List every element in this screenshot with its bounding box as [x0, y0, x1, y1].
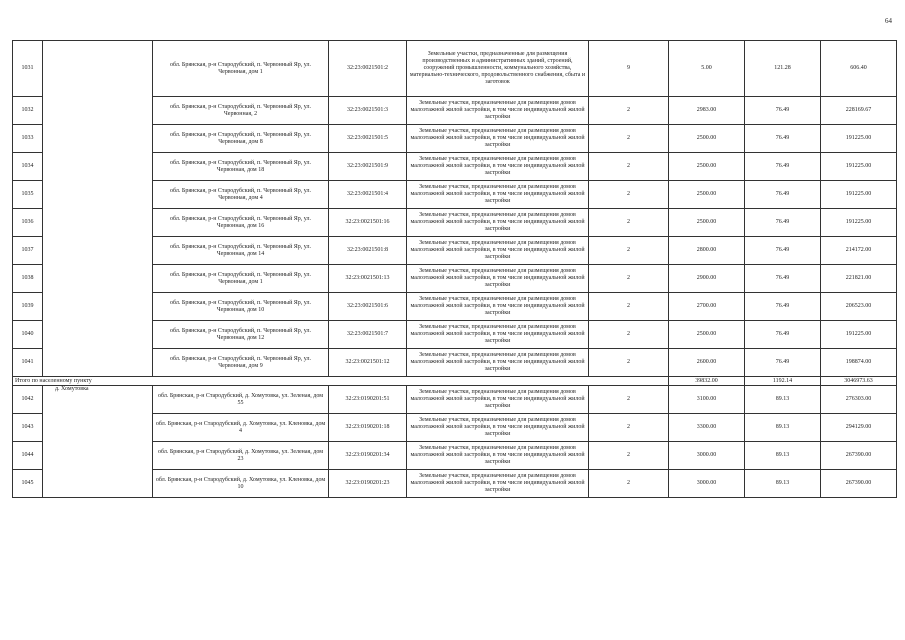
rate-value: 121.28	[745, 41, 821, 97]
rate-value: 89.13	[745, 386, 821, 414]
rate-value: 76.49	[745, 97, 821, 125]
land-use-description: Земельные участки, предназначенные для размещения домов малоэтажной жилой застройки, в том числе индивидуальной жилой застройки	[407, 209, 589, 237]
land-use-description: Земельные участки, предназначенные для размещения домов малоэтажной жилой застройки, в том числе индивидуальной жилой застройки	[407, 414, 589, 442]
land-register-table	[12, 40, 897, 498]
area-value: 2500.00	[669, 125, 745, 153]
row-number: 1039	[13, 293, 43, 321]
address-cell: обл. Брянская, р-н Стародубский, д. Хомутовка, ул. Зеленая, дом 55	[153, 386, 329, 414]
rate-value: 76.49	[745, 209, 821, 237]
area-value: 2700.00	[669, 293, 745, 321]
table-row	[13, 386, 897, 414]
row-number: 1034	[13, 153, 43, 181]
rate-value: 76.49	[745, 181, 821, 209]
row-number: 1044	[13, 442, 43, 470]
use-code: 2	[589, 265, 669, 293]
cadastral-number: 32:23:0021501:13	[329, 265, 407, 293]
rate-value: 76.49	[745, 321, 821, 349]
cadastral-number: 32:23:0021501:4	[329, 181, 407, 209]
area-value: 2500.00	[669, 321, 745, 349]
cadastral-value: 228169.67	[821, 97, 897, 125]
land-use-description: Земельные участки, предназначенные для размещения домов малоэтажной жилой застройки, в том числе индивидуальной жилой застройки	[407, 153, 589, 181]
land-use-description: Земельные участки, предназначенные для размещения домов малоэтажной жилой застройки, в том числе индивидуальной жилой застройки	[407, 265, 589, 293]
row-number: 1043	[13, 414, 43, 442]
area-value: 2500.00	[669, 209, 745, 237]
row-number: 1042	[13, 386, 43, 414]
address-cell: обл. Брянская, р-н Стародубский, д. Хомутовка, ул. Кленовка, дом 10	[153, 470, 329, 498]
cadastral-value: 191225.00	[821, 321, 897, 349]
cadastral-number: 32:23:0190201:23	[329, 470, 407, 498]
land-use-description: Земельные участки, предназначенные для размещения домов малоэтажной жилой застройки, в том числе индивидуальной жилой застройки	[407, 321, 589, 349]
cadastral-number: 32:23:0021501:12	[329, 349, 407, 377]
use-code: 2	[589, 321, 669, 349]
use-code: 2	[589, 414, 669, 442]
area-value: 3000.00	[669, 442, 745, 470]
row-number: 1035	[13, 181, 43, 209]
use-code: 2	[589, 181, 669, 209]
land-use-description: Земельные участки, предназначенные для размещения домов малоэтажной жилой застройки, в том числе индивидуальной жилой застройки	[407, 97, 589, 125]
cadastral-number: 32:23:0021501:7	[329, 321, 407, 349]
row-number: 1032	[13, 97, 43, 125]
cadastral-value: 276303.00	[821, 386, 897, 414]
address-cell: обл. Брянская, р-н Стародубский, п. Червонный Яр, ул. Червонная, дом 10	[153, 293, 329, 321]
area-value: 2983.00	[669, 97, 745, 125]
cadastral-value: 191225.00	[821, 125, 897, 153]
subtotal-section	[13, 377, 897, 386]
rate-value: 76.49	[745, 153, 821, 181]
row-number: 1041	[13, 349, 43, 377]
address-cell: обл. Брянская, р-н Стародубский, п. Червонный Яр, ул. Червонная, дом 18	[153, 153, 329, 181]
address-cell: обл. Брянская, р-н Стародубский, п. Червонный Яр, ул. Червонная, дом 1	[153, 265, 329, 293]
cadastral-number: 32:23:0021501:6	[329, 293, 407, 321]
address-cell: обл. Брянская, р-н Стародубский, п. Червонный Яр, ул. Червонная, дом 4	[153, 181, 329, 209]
use-code: 2	[589, 442, 669, 470]
address-cell: обл. Брянская, р-н Стародубский, п. Червонный Яр, ул. Червонная, 2	[153, 97, 329, 125]
use-code: 9	[589, 41, 669, 97]
land-use-description: Земельные участки, предназначенные для размещения домов малоэтажной жилой застройки, в том числе индивидуальной жилой застройки	[407, 237, 589, 265]
rate-value: 89.13	[745, 470, 821, 498]
area-value: 2500.00	[669, 153, 745, 181]
use-code: 2	[589, 237, 669, 265]
place-cell-empty	[43, 41, 153, 377]
area-value: 3100.00	[669, 386, 745, 414]
address-cell: обл. Брянская, р-н Стародубский, п. Червонный Яр, ул. Червонная, дом 12	[153, 321, 329, 349]
rate-value: 89.13	[745, 442, 821, 470]
use-code: 2	[589, 349, 669, 377]
land-use-description: Земельные участки, предназначенные для размещения домов малоэтажной жилой застройки, в том числе индивидуальной жилой застройки	[407, 349, 589, 377]
land-use-description: Земельные участки, предназначенные для размещения производственных и административных зданий, строений, сооружений промышленности, коммунального хозяйства, материально-технического, продовольственного снабжения, сбыта и заготовок	[407, 41, 589, 97]
row-number: 1037	[13, 237, 43, 265]
cadastral-number: 32:23:0190201:51	[329, 386, 407, 414]
cadastral-number: 32:23:0021501:16	[329, 209, 407, 237]
group-a-rows	[13, 41, 897, 377]
area-value: 2900.00	[669, 265, 745, 293]
cadastral-value: 294129.00	[821, 414, 897, 442]
cadastral-value: 191225.00	[821, 153, 897, 181]
cadastral-value: 221821.00	[821, 265, 897, 293]
rate-value: 76.49	[745, 265, 821, 293]
land-use-description: Земельные участки, предназначенные для размещения домов малоэтажной жилой застройки, в том числе индивидуальной жилой застройки	[407, 442, 589, 470]
rate-value: 76.49	[745, 125, 821, 153]
cadastral-value: 198874.00	[821, 349, 897, 377]
use-code: 2	[589, 153, 669, 181]
area-value: 2600.00	[669, 349, 745, 377]
use-code: 2	[589, 470, 669, 498]
cadastral-number: 32:23:0021501:3	[329, 97, 407, 125]
subtotal-value: 3046973.63	[821, 377, 897, 386]
use-code: 2	[589, 386, 669, 414]
subtotal-rate: 1192.14	[745, 377, 821, 386]
cadastral-value: 206523.00	[821, 293, 897, 321]
land-use-description: Земельные участки, предназначенные для размещения домов малоэтажной жилой застройки, в том числе индивидуальной жилой застройки	[407, 470, 589, 498]
address-cell: обл. Брянская, р-н Стародубский, п. Червонный Яр, ул. Червонная, дом 9	[153, 349, 329, 377]
area-value: 3000.00	[669, 470, 745, 498]
cadastral-value: 214172.00	[821, 237, 897, 265]
land-use-description: Земельные участки, предназначенные для размещения домов малоэтажной жилой застройки, в том числе индивидуальной жилой застройки	[407, 181, 589, 209]
subtotal-area: 39832.00	[669, 377, 745, 386]
cadastral-value: 267390.00	[821, 442, 897, 470]
area-value: 2500.00	[669, 181, 745, 209]
cadastral-number: 32:23:0021501:2	[329, 41, 407, 97]
cadastral-value: 267390.00	[821, 470, 897, 498]
row-number: 1038	[13, 265, 43, 293]
rate-value: 76.49	[745, 293, 821, 321]
land-use-description: Земельные участки, предназначенные для размещения домов малоэтажной жилой застройки, в том числе индивидуальной жилой застройки	[407, 386, 589, 414]
use-code: 2	[589, 125, 669, 153]
row-number: 1045	[13, 470, 43, 498]
cadastral-number: 32:23:0021501:8	[329, 237, 407, 265]
cadastral-value: 191225.00	[821, 209, 897, 237]
address-cell: обл. Брянская, р-н Стародубский, д. Хомутовка, ул. Зеленая, дом 23	[153, 442, 329, 470]
cadastral-number: 32:23:0021501:9	[329, 153, 407, 181]
row-number: 1040	[13, 321, 43, 349]
land-use-description: Земельные участки, предназначенные для размещения домов малоэтажной жилой застройки, в том числе индивидуальной жилой застройки	[407, 293, 589, 321]
subtotal-row	[13, 377, 897, 386]
address-cell: обл. Брянская, р-н Стародубский, п. Червонный Яр, ул. Червонная, дом 8	[153, 125, 329, 153]
cadastral-number: 32:23:0021501:5	[329, 125, 407, 153]
rate-value: 76.49	[745, 349, 821, 377]
place-name: д. Хомутовка	[43, 386, 153, 498]
rate-value: 76.49	[745, 237, 821, 265]
row-number: 1031	[13, 41, 43, 97]
table-row	[13, 41, 897, 97]
rate-value: 89.13	[745, 414, 821, 442]
group-b-rows	[13, 386, 897, 498]
use-code: 2	[589, 209, 669, 237]
use-code: 2	[589, 97, 669, 125]
row-number: 1033	[13, 125, 43, 153]
address-cell: обл. Брянская, р-н Стародубский, п. Червонный Яр, ул. Червонная, дом 1	[153, 41, 329, 97]
area-value: 5.00	[669, 41, 745, 97]
address-cell: обл. Брянская, р-н Стародубский, п. Червонный Яр, ул. Червонная, дом 16	[153, 209, 329, 237]
address-cell: обл. Брянская, р-н Стародубский, д. Хомутовка, ул. Кленовка, дом 4	[153, 414, 329, 442]
cadastral-number: 32:23:0190201:18	[329, 414, 407, 442]
row-number: 1036	[13, 209, 43, 237]
subtotal-label: Итого по населенному пункту	[13, 377, 669, 386]
use-code: 2	[589, 293, 669, 321]
cadastral-value: 606.40	[821, 41, 897, 97]
cadastral-number: 32:23:0190201:34	[329, 442, 407, 470]
area-value: 2800.00	[669, 237, 745, 265]
address-cell: обл. Брянская, р-н Стародубский, п. Червонный Яр, ул. Червонная, дом 14	[153, 237, 329, 265]
cadastral-value: 191225.00	[821, 181, 897, 209]
land-use-description: Земельные участки, предназначенные для размещения домов малоэтажной жилой застройки, в том числе индивидуальной жилой застройки	[407, 125, 589, 153]
page-number: 64	[885, 17, 892, 25]
area-value: 3300.00	[669, 414, 745, 442]
